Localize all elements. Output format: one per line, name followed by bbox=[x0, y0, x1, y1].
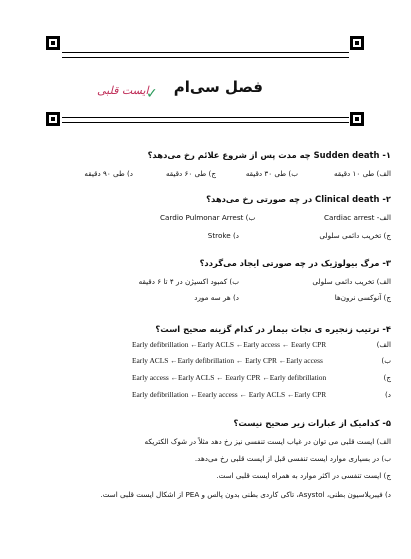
question-1-option-a: الف) طی ۱۰ دقیقه bbox=[333, 169, 391, 178]
question-1-option-d: د) طی ۹۰ دقیقه bbox=[84, 169, 133, 178]
check-mark-icon: ✓ bbox=[146, 86, 158, 102]
chapter-title: فصل سی‌ام bbox=[173, 78, 263, 96]
question-3-option-c: ج) آنوکسی نرون‌ها bbox=[334, 293, 391, 302]
question-5-option-a: الف) ایست قلبی می توان در غیاب ایست تنفسی نیز رخ دهد مثلاً در شوک الکتریکه bbox=[144, 437, 391, 446]
question-3-title: ۳- مرگ بیولوژیک در چه صورتی ایجاد می‌گردد؟ bbox=[199, 258, 391, 268]
frame-line-bottom-2 bbox=[62, 122, 349, 123]
question-2-option-a: الف- Cardiac arrest bbox=[324, 213, 391, 222]
question-2-option-d: د) Stroke bbox=[207, 231, 239, 240]
frame-corner-bottom-right bbox=[350, 112, 364, 126]
question-4-option-d-letter: د) bbox=[384, 390, 391, 399]
question-2-option-c: ج) تخریب دائمی سلولی bbox=[319, 231, 391, 240]
question-1-option-b: ب) طی ۳۰ دقیقه bbox=[245, 169, 298, 178]
question-5-option-c: ج) ایست تنفسی در اکثر موارد به همراه ایست قلبی است. bbox=[216, 471, 391, 480]
question-4-option-b: Early ACLS ←Early defibrillation ← Early CPR ←Early access bbox=[132, 356, 323, 365]
question-3-option-d: د) هر سه مورد bbox=[194, 293, 239, 302]
question-1-title: ۱- Sudden death چه مدت پس از شروع علائم رخ می‌دهد؟ bbox=[147, 150, 391, 160]
frame-line-bottom-1 bbox=[62, 117, 349, 118]
question-5-option-b: ب) در بسیاری موارد ایست تنفسی قبل از ایست قلبی رخ می‌دهد. bbox=[194, 454, 391, 463]
question-3-option-b: ب) کمبود اکسیژن در ۴ تا ۶ دقیقه bbox=[138, 277, 239, 286]
frame-corner-top-left bbox=[46, 36, 60, 50]
question-5-title: ۵- کدامیک از عبارات زیر صحیح نیست؟ bbox=[233, 418, 391, 428]
question-4-option-a-letter: الف) bbox=[376, 340, 391, 349]
question-4-option-d: Early defibrillation ←Eearly access ← Early ACLS ←Early CPR bbox=[132, 390, 327, 399]
question-5-option-d: د) فیبریلاسیون بطنی، Asystol، تاکی کاردی بطنی بدون پالس و PEA از اشکال ایست قلبی است. bbox=[100, 490, 391, 499]
question-4-option-b-letter: ب) bbox=[381, 356, 391, 365]
frame-line-top-1 bbox=[62, 52, 349, 53]
question-1-option-c: ج) طی ۶۰ دقیقه bbox=[165, 169, 216, 178]
question-2-title: ۲- Clinical death در چه صورتی رخ می‌دهد؟ bbox=[206, 194, 391, 204]
frame-corner-bottom-left bbox=[46, 112, 60, 126]
frame-corner-top-right bbox=[350, 36, 364, 50]
question-4-option-a: Early defibrillation ←Early ACLS ←Early access ← Eearly CPR bbox=[132, 340, 327, 349]
question-2-option-b: Cardio Pulmonar Arrest (ب bbox=[160, 213, 256, 222]
handwritten-note: ایست قلبی bbox=[97, 84, 149, 97]
question-4-title: ۴- ترتیب زنجیره ی نجات بیمار در کدام گزینه صحیح است؟ bbox=[155, 324, 391, 334]
question-4-option-c-letter: ج) bbox=[383, 373, 391, 382]
question-3-option-a: الف) تخریب دائمی سلولی bbox=[312, 277, 391, 286]
frame-line-top-2 bbox=[62, 57, 349, 58]
question-4-option-c: Early access ←Early ACLS ← Eearly CPR ←Early defibrillation bbox=[132, 373, 327, 382]
